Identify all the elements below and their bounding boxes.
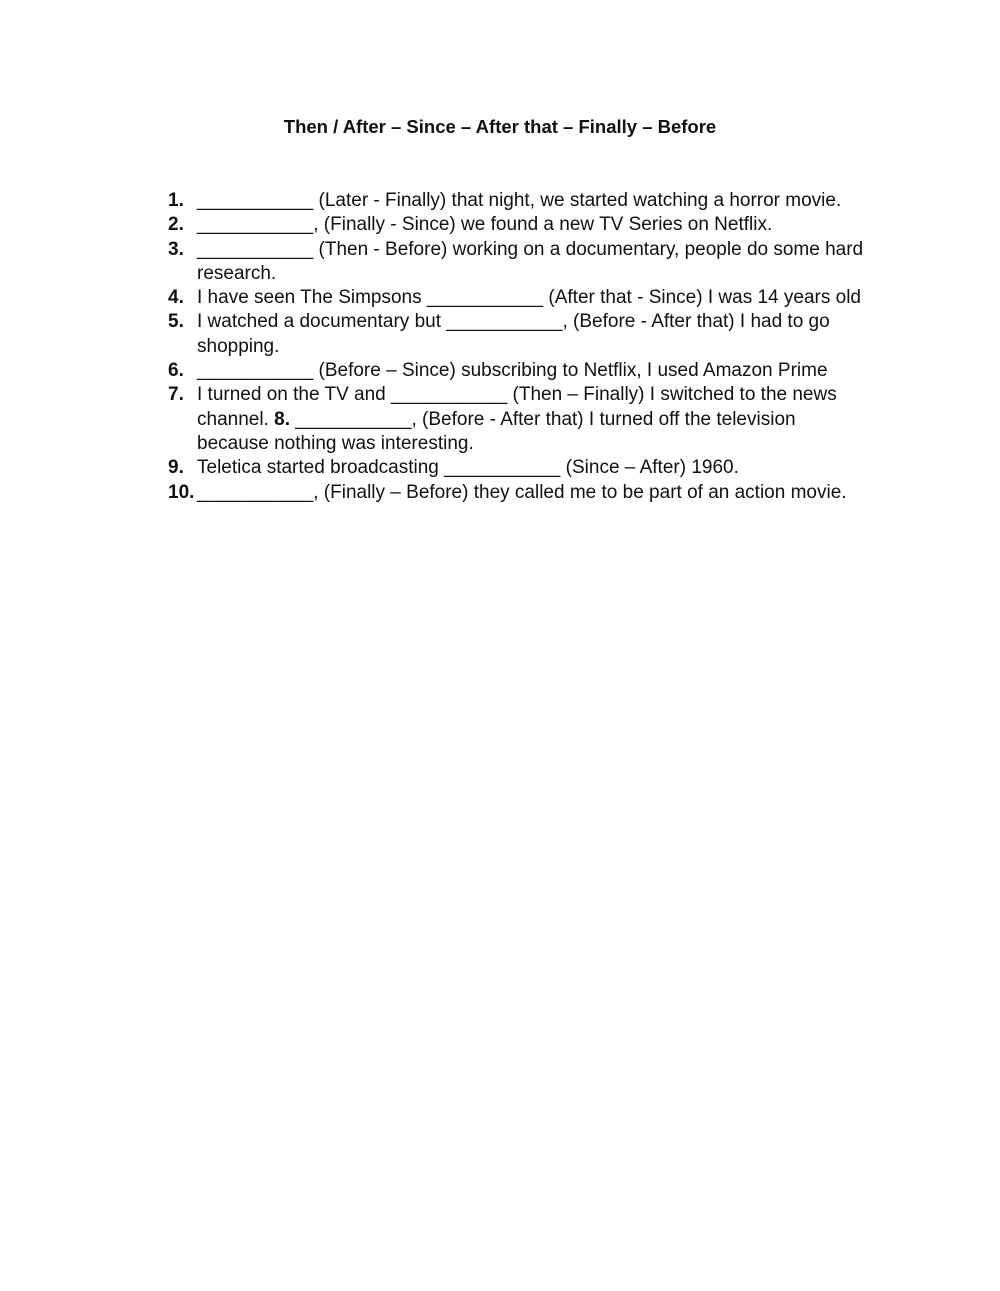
exercise-item-9 [0,456,1000,480]
item-text [197,383,869,456]
exercise-item-2 [0,213,1000,237]
exercise-item-7 [0,383,1000,456]
item-number: 4. [168,287,184,309]
item-number: 3. [168,238,184,260]
item-number: 5. [168,311,184,333]
item-text: ___________, (Finally – Before) they called me to be part of an action movie. [197,481,847,503]
worksheet-title: Then / After – Since – After that – Finally – Before [283,116,717,137]
item-text: I watched a documentary but ___________, (Before - After that) I had to go shopping. [197,311,830,357]
item-number: 7. [168,384,184,406]
item-number: 2. [168,214,184,236]
item-text: ___________ (Then - Before) working on a documentary, people do some hard research. [197,238,864,284]
item-text: ___________, (Finally - Since) we found a new TV Series on Netflix. [197,214,773,236]
item-number: 6. [168,360,184,382]
item-text: ___________ (Before – Since) subscribing to Netflix, I used Amazon Prime [197,360,828,382]
item-number: 10. [168,481,195,503]
exercise-item-3 [0,238,1000,287]
exercise-item-6 [0,359,1000,383]
item-number: 9. [168,457,184,479]
exercise-item-4 [0,286,1000,310]
exercise-item-10 [0,481,1000,505]
item-text-part-1: I turned on the TV and ___________ (Then – Finally) I switched to the news channel. [197,384,837,430]
exercise-list [0,189,1000,505]
inline-item-number: 8. [274,408,290,430]
item-text: ___________ (Later - Finally) that night, we started watching a horror movie. [197,190,842,211]
item-text: I have seen The Simpsons ___________ (After that - Since) I was 14 years old [197,287,861,309]
exercise-item-1 [0,189,1000,213]
item-text: Teletica started broadcasting ___________ (Since – After) 1960. [197,457,739,479]
item-text-part-2: ___________, (Before - After that) I turned off the television because nothing was interesting. [197,408,796,454]
exercise-item-5 [0,310,1000,359]
item-number: 1. [168,190,184,211]
